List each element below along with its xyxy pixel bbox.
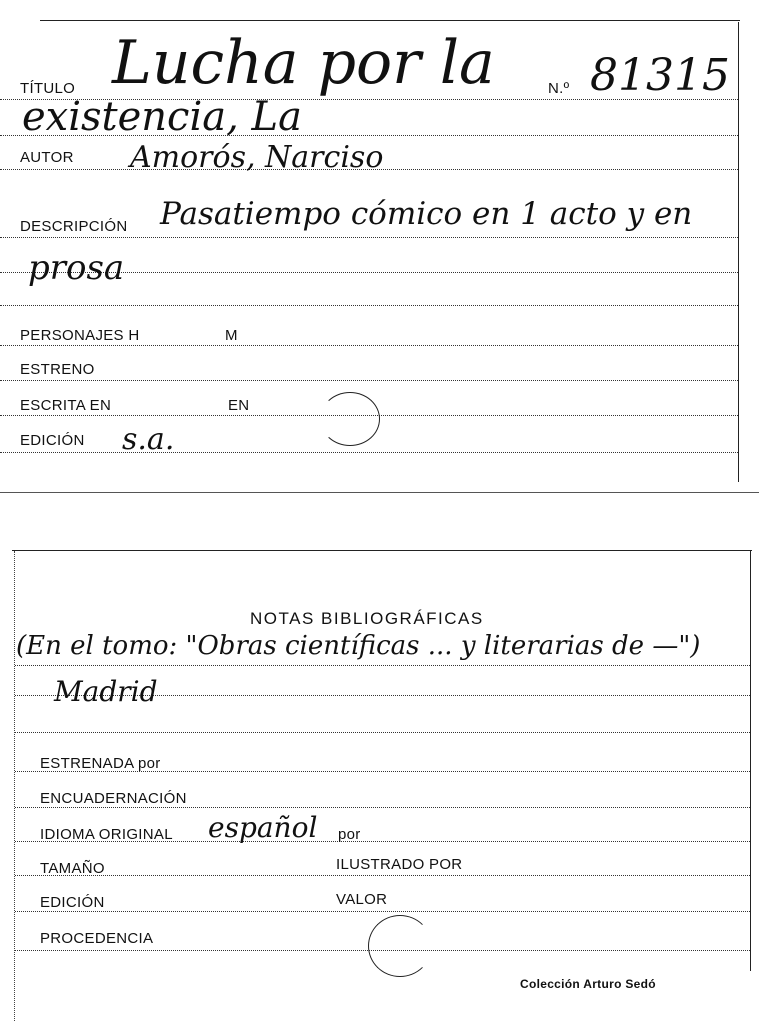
handwritten-edition: s.a. (122, 422, 175, 457)
punch-hole (320, 392, 380, 446)
rule-line (0, 452, 738, 453)
label-personajes-m: M (225, 327, 238, 344)
handwritten-title-line2: existencia, La (22, 94, 302, 140)
rule-line (15, 665, 750, 666)
label-estrenada: ESTRENADA por (40, 755, 161, 772)
label-tamano: TAMAÑO (40, 860, 105, 877)
handwritten-notes-line1: (En el tomo: "Obras científicas ... y literarias de —") (16, 631, 701, 661)
label-edicion: EDICIÓN (20, 432, 85, 449)
label-ilustrado: ILUSTRADO POR (336, 856, 463, 873)
card-top-border (12, 550, 752, 551)
label-estreno: ESTRENO (20, 361, 95, 378)
rule-line (15, 911, 750, 912)
card-bottom-edge (0, 492, 759, 493)
handwritten-description-line2: prosa (28, 248, 125, 288)
rule-line (0, 237, 738, 238)
label-autor: AUTOR (20, 149, 74, 166)
handwritten-notes-line2: Madrid (54, 675, 158, 708)
handwritten-catalog-number: 81315 (590, 50, 730, 101)
label-edicion-2: EDICIÓN (40, 894, 105, 911)
collection-footer: Colección Arturo Sedó (520, 977, 656, 991)
notes-heading: NOTAS BIBLIOGRÁFICAS (250, 609, 484, 628)
handwritten-author: Amorós, Narciso (130, 140, 384, 175)
handwritten-language: español (208, 811, 318, 844)
handwritten-description-line1: Pasatiempo cómico en 1 acto y en (160, 196, 693, 232)
rule-line (0, 345, 738, 346)
rule-line (15, 875, 750, 876)
rule-line (15, 732, 750, 733)
card-right-border (738, 22, 739, 482)
label-encuadernacion: ENCUADERNACIÓN (40, 790, 187, 807)
card-top-border (40, 20, 740, 21)
label-en: EN (228, 397, 250, 414)
punch-hole (368, 915, 432, 977)
label-valor: VALOR (336, 891, 388, 908)
label-idioma: IDIOMA ORIGINAL (40, 826, 173, 843)
label-numero: N.º (548, 80, 570, 97)
handwritten-title-line1: Lucha por la (112, 28, 495, 98)
label-personajes: PERSONAJES H (20, 327, 140, 344)
label-procedencia: PROCEDENCIA (40, 930, 154, 947)
rule-line (15, 807, 750, 808)
catalog-card-back (0, 545, 759, 1025)
catalog-card-front (0, 0, 759, 495)
rule-line (0, 380, 738, 381)
card-right-border (750, 551, 751, 971)
label-titulo: TÍTULO (20, 80, 76, 97)
label-escrita-en: ESCRITA EN (20, 397, 112, 414)
rule-line (0, 305, 738, 306)
label-descripcion: DESCRIPCIÓN (20, 218, 128, 235)
label-por: por (338, 826, 361, 843)
